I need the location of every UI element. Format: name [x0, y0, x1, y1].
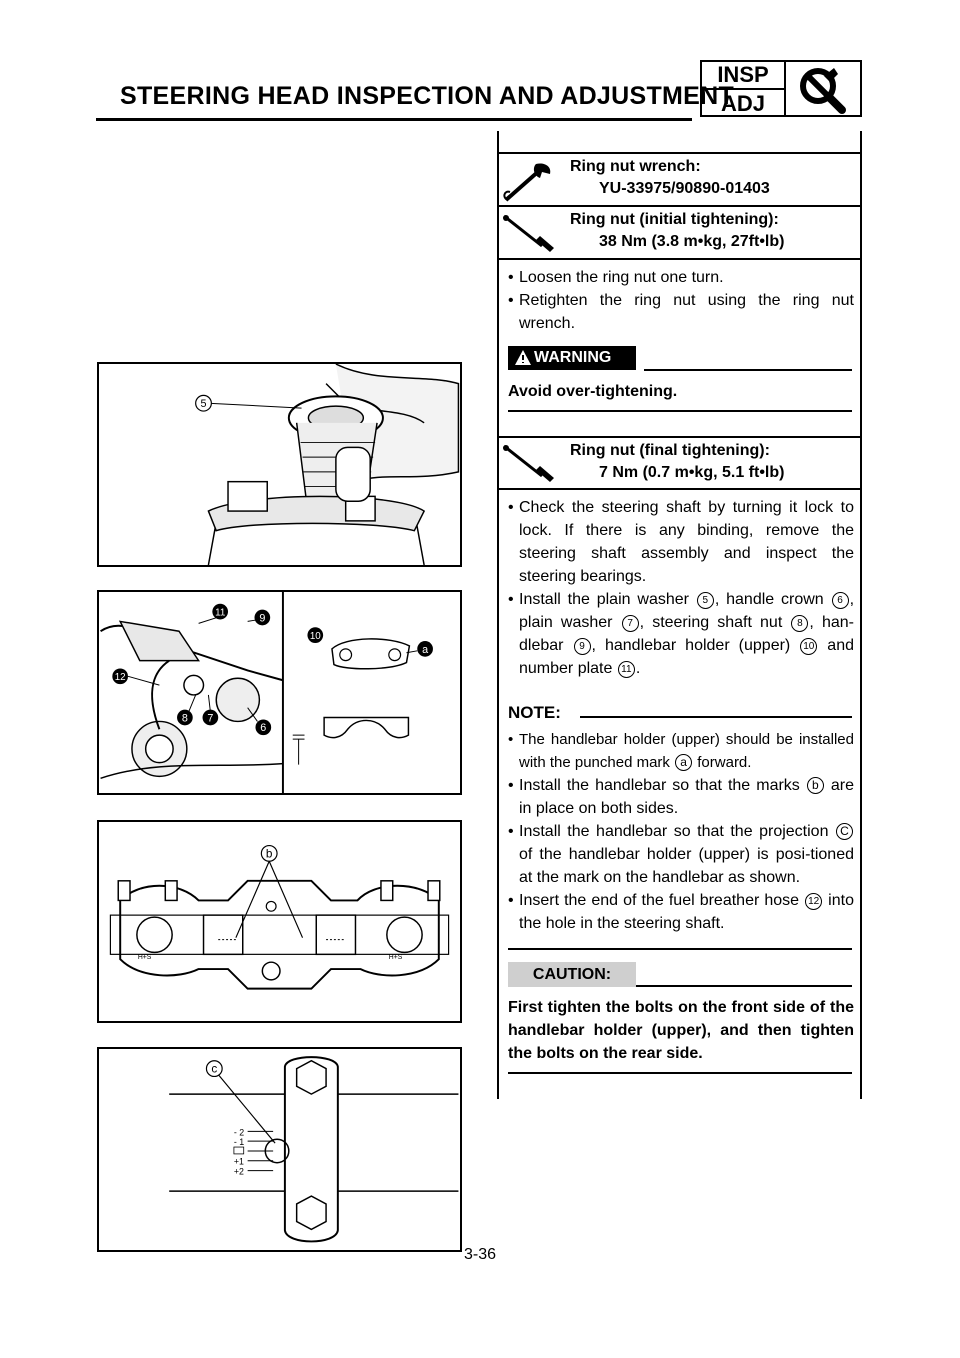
badge-insp: INSP: [702, 62, 786, 90]
warning-text: Avoid over-tightening.: [508, 383, 678, 400]
ref-8: 8: [791, 615, 808, 632]
note-item-holder: • The handlebar holder (upper) should be installed with the punched mark a forward.: [508, 728, 854, 774]
note-list: [508, 728, 854, 935]
scale-m2: - 2: [233, 1127, 245, 1138]
step-loosen: • Loosen the ring nut one turn.: [508, 266, 854, 289]
caution-label: CAUTION:: [508, 962, 636, 987]
note-rule: [580, 716, 852, 718]
note-item-marks: • Install the handlebar so that the marks b are in place on both sides.: [508, 774, 854, 820]
figure-handlebar-marks: [97, 820, 462, 1023]
mark-right: H+S: [388, 954, 403, 962]
steps-install: [508, 496, 854, 680]
callout-b: b: [265, 847, 273, 861]
spec-rule: [497, 436, 862, 438]
ref-7: 7: [622, 615, 639, 632]
spec-rule: [497, 258, 862, 260]
title-rule: [96, 118, 692, 121]
ref-11: 11: [618, 661, 635, 678]
ref-a: a: [675, 754, 692, 771]
spec-tool-label: Ring nut wrench:: [570, 158, 701, 175]
warning-rule: [644, 369, 852, 371]
scale-m1: - 1: [233, 1137, 245, 1148]
spec-torque-final-label: Ring nut (final tightening):: [570, 442, 770, 459]
ref-9: 9: [574, 638, 591, 655]
ref-b: b: [807, 777, 824, 794]
warning-label: WARNING: [534, 349, 612, 366]
callout-a: a: [422, 643, 429, 656]
note-item-hose: • Insert the end of the fuel breather hose 12 into the hole in the steering shaft.: [508, 889, 854, 935]
spec-rule: [497, 205, 862, 207]
page-number: 3-36: [463, 1246, 497, 1263]
callout-11: 11: [215, 607, 226, 619]
warning-end-rule: [508, 410, 852, 412]
mark-left: H+S: [137, 954, 152, 962]
steps-ring-nut: [508, 266, 854, 335]
caution-end-rule: [508, 1072, 852, 1074]
spec-rule: [497, 488, 862, 490]
torque-wrench-icon: [500, 212, 558, 256]
figure-handlebar-install: [97, 590, 462, 795]
callout-9: 9: [259, 612, 266, 625]
section-badge: [700, 60, 862, 117]
column-right-rule: [860, 131, 862, 1099]
callout-7: 7: [207, 712, 214, 725]
spec-tool-value: YU-33975/90890-01403: [599, 180, 770, 197]
torque-wrench-icon: [500, 442, 558, 486]
callout-12: 12: [114, 672, 126, 684]
callout-8: 8: [181, 712, 188, 725]
caution-text: First tighten the bolts on the front side of the handlebar holder (upper), and then tighten the bolts on the rear side.: [508, 999, 854, 1062]
step-install: • Install the plain washer 5 , handle crown 6 , plain washer 7 , steering shaft nut 8 , han-dlebar 9 , handlebar holder (upper) 10 and number plate 11 .: [508, 588, 854, 680]
figure-projection-mark: [97, 1047, 462, 1252]
figure-ring-nut: [97, 362, 462, 567]
ref-6: 6: [832, 592, 849, 609]
page-title: STEERING HEAD INSPECTION AND ADJUSTMENT: [120, 82, 735, 110]
badge-adj: ADJ: [702, 90, 786, 117]
caution-rule: [636, 985, 852, 987]
callout-6: 6: [260, 722, 267, 735]
column-left-rule: [497, 131, 499, 1099]
spec-torque-initial-label: Ring nut (initial tightening):: [570, 211, 779, 228]
spec-torque-initial: [570, 209, 784, 253]
warning-icon: [514, 349, 532, 374]
spec-rule: [497, 152, 862, 154]
step-check: • Check the steering shaft by turning it lock to lock. If there is any binding, remove the steering shaft assembly and inspect the steering bearings.: [508, 496, 854, 588]
scale-p2: +2: [233, 1166, 244, 1177]
ref-12: 12: [805, 893, 822, 910]
callout-10: 10: [309, 631, 321, 643]
ref-5: 5: [697, 592, 714, 609]
ref-c: C: [836, 823, 853, 840]
warning-label-box: [508, 346, 636, 370]
note-end-rule: [508, 948, 852, 950]
ref-10: 10: [800, 638, 817, 655]
step-retighten: • Retighten the ring nut using the ring nut wrench.: [508, 289, 854, 335]
spec-tool: [570, 156, 770, 200]
note-label: NOTE:: [508, 703, 561, 722]
note-item-projection: • Install the handlebar so that the projection C of the handlebar holder (upper) is posi-tioned at the mark on the handlebar as shown.: [508, 820, 854, 889]
spec-torque-final: [570, 440, 784, 484]
spec-torque-initial-value: 38 Nm (3.8 m•kg, 27ft•lb): [599, 233, 785, 250]
wrench-icon: [500, 160, 558, 204]
scale-p1: +1: [233, 1156, 244, 1167]
callout-5: 5: [200, 398, 207, 411]
spec-torque-final-value: 7 Nm (0.7 m•kg, 5.1 ft•lb): [599, 464, 785, 481]
callout-c: c: [211, 1062, 218, 1076]
inspection-icon: [786, 62, 860, 115]
